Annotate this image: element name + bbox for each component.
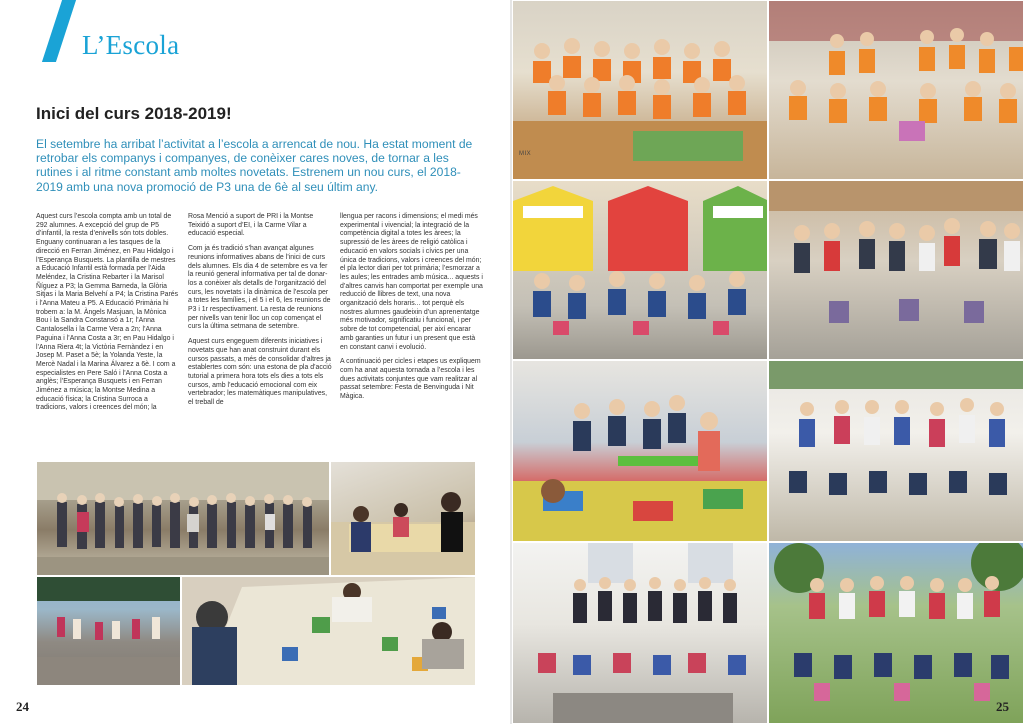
col3-paragraph-1: llengua per racons i dimensions; el medi més experimental i vivencial; la integració de la competència digital a totes les àrees; la supressió de les àrees de religió catòlica i educació en valors socials i cívics per una única de tradicions, valors i creences del món; el pla lector diari per tot primària; l’esmorzar a les aules; les entrades amb música... aquests i d’altres canvis han comportat per exemple una reducció de llibres de text, una nova organització dels horaris... tot perquè els nostres alumnes gaudeixin d’un aprenentatge més motivador, significatiu i funcional, i per sobre de tot competencial, per així encarar amb garanties un futur i un present que està en constant canvi i evolució. (340, 213, 483, 351)
col2-paragraph-1: Rosa Menció a suport de PRI i la Montse Teixidó a suport d’EI, i la Carme Vilar a educació especial. (188, 213, 314, 238)
text-column-1 (36, 213, 180, 419)
page-number-right: 25 (996, 699, 1009, 714)
section-slash-decoration (42, 0, 76, 62)
photo-p3-class-orange (512, 0, 768, 180)
photo-floor-shapes (182, 577, 476, 686)
left-page (0, 0, 510, 724)
photo-1r-shapes (769, 181, 1024, 360)
photo-playground-shapes (37, 577, 181, 686)
photo-classroom-table (330, 461, 476, 576)
photo-floor-painting (181, 576, 476, 686)
photo-p4-shapes (769, 1, 1024, 180)
col3-paragraph-2: A continuació per cicles i etapes us expliquem com ha anat aquesta tornada a l’escola i les dues activitats conjuntes que vam realitzar al passat setembre: Festa de Benvinguda i Nit Màgica. (340, 358, 481, 401)
photo-3r-shapes (769, 361, 1024, 542)
photo-4t-class-indoor (512, 542, 768, 724)
photo-p5-shapes (513, 181, 768, 360)
photo-p4-class-cheering (768, 0, 1024, 180)
col2-paragraph-3: Aquest curs engeguem diferents iniciatives i novetats que han anat construint durant els cursos passats, a més de consolidar d’altres ja establertes com són: una estona de pla d’acció tutorial a primera hora tots els dies a tots els cursos, amb l’educació emocional com eix vertebrador; les matemàtiques manipulatives, el treball de (188, 338, 332, 407)
photo-4t-shapes (513, 543, 768, 724)
photo-2n-shapes (513, 361, 768, 542)
photo-group-in-courtyard (36, 461, 330, 576)
photo-p5-class-houses (512, 180, 768, 360)
article-headline: Inici del curs 2018-2019! (36, 104, 232, 123)
photo-1r-class (768, 180, 1024, 360)
photo-watermark: MIX (519, 151, 532, 157)
photo-5e-shapes (769, 543, 1024, 724)
page-number-left: 24 (16, 699, 29, 714)
photo-2n-class-table (512, 360, 768, 542)
text-column-2 (188, 213, 332, 414)
section-title: L’Escola (82, 30, 180, 60)
right-page (512, 0, 1024, 724)
photo-playground-dance (36, 576, 181, 686)
text-column-3 (340, 213, 484, 408)
photo-5e-6e-class-trees (768, 542, 1024, 724)
photo-group-figures (37, 462, 330, 576)
photo-classroom-shapes (331, 462, 476, 576)
col2-paragraph-2: Com ja és tradició s’han avançat algunes reunions informatives abans de l’inici de curs dels alumnes. Els dia 4 de setembre es va fer la reunió general informativa per tal de donar-los a conèixer als detalls de l’organització del curs, les novetats i la dinàmica de l’escola per a totes les famílies, i el 5 i el 6, les reunions de P3 i 1r respectivament. La resta de reunions per nivells van tenir lloc un cop començat el curs la última setmana de setembre. (188, 245, 331, 331)
photo-p3-shapes (513, 1, 768, 180)
col1-text: Aquest curs l’escola compta amb un total de 292 alumnes. A excepció del grup de P5 d’infantil, la resta d’enivells són tots dobles. Enguany continuaran a les tasques de la direcció en Ferran Jiménez, en Pau Hidalgo i l’Esperança Busquets. La plantilla de mestres a Educació Infantil està formada per l’Aida Meléndez, la Cristina Rebarter i la Marisol Ñíguez a P3; la Gemma Barneda, la Glòria Sitjas i la Maria Belvehí a P4; la Cristina Parés i l’Anna Mateu a P5. A Educació Primària hi trobem a: la M. Àngels Masjuan, la Mònica Bou i la Sandra Constansó a 1r; l’Anna Cantalosella i la Carme Vera a 2n; l’Anna Paguina i l’Anna Costa a 3r; en Pau Hidalgo i l’Anna Riera 4t; la Victòria Fernàndez i en Josep M. Paset a 5è; la Yolanda Yeste, la Mercè Nadal i la Marina Álvarez a 6è. I com a especialistes en Pere Saló i l’Anna Costa a anglès; l’Esperança Busquets i en Ferran Jiménez a música; la Montse Medina a educació física; la Cristina Surroca a tradicions, valors i creences del món; la (36, 213, 179, 412)
photo-3r-class-outdoor (768, 360, 1024, 542)
article-lead: El setembre ha arribat l’activitat a l’escola a arrencat de nou. Ha estat moment de retrobar els companys i companyes, de conèixer cares noves, de tornar a les rutines i al ritme constant amb moltes novetats. Estrenem un nou curs, el 2018-2019 amb una nova promoció de P3 una de 6è al seu últim any. (36, 137, 473, 194)
